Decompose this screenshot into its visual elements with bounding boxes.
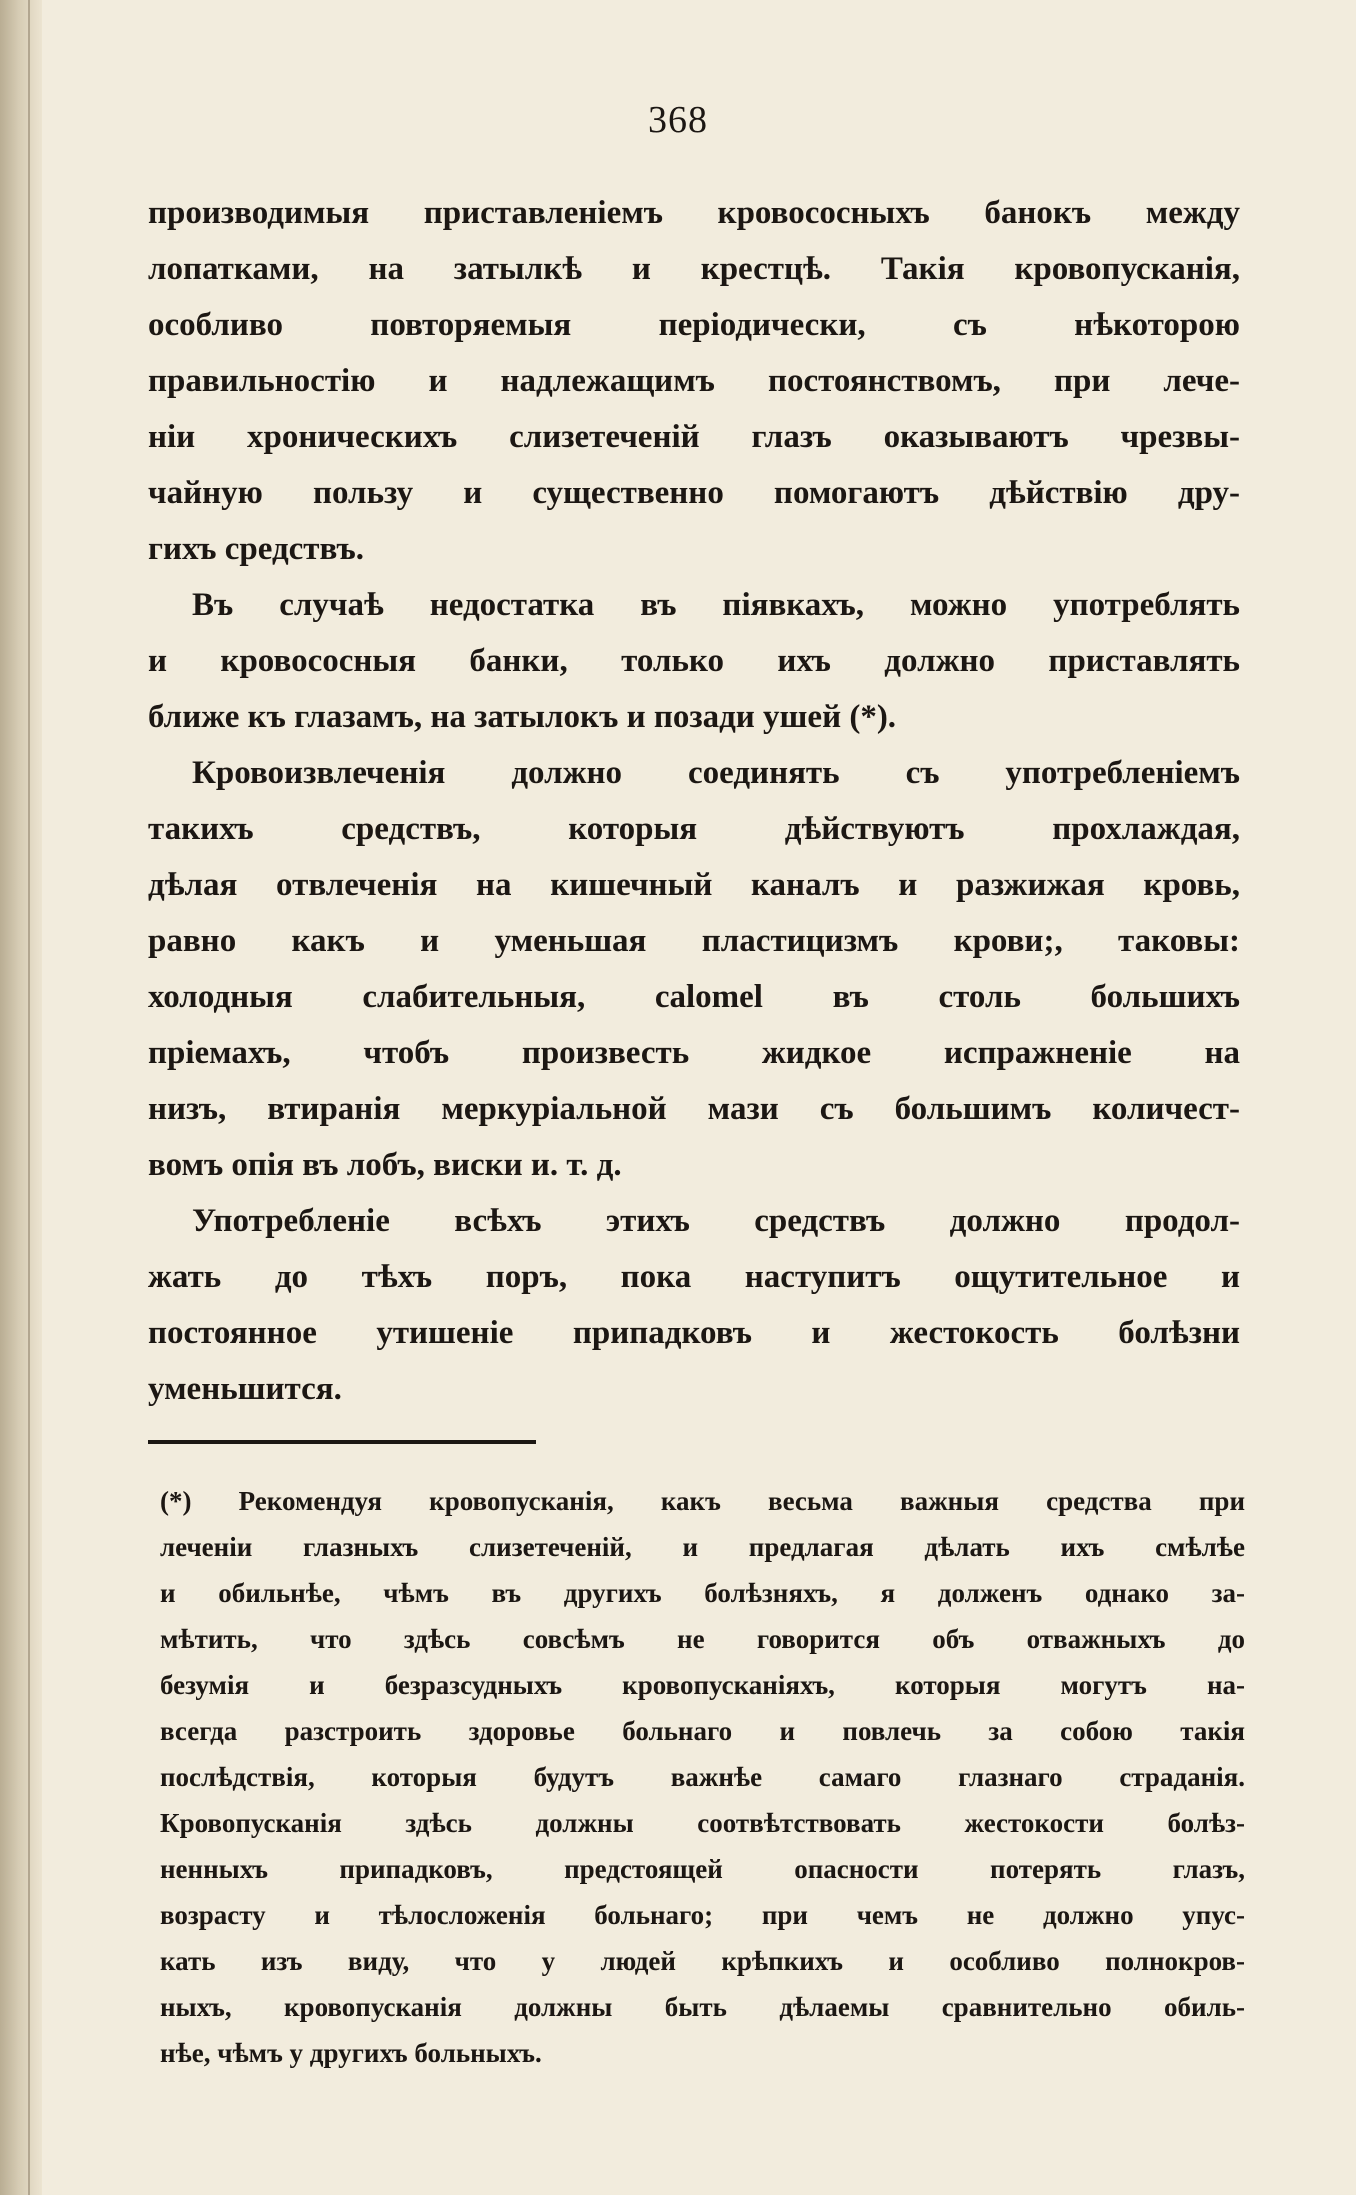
footnote-line: нѣе, чѣмъ у другихъ больныхъ. [160,2038,542,2068]
page-binding-edge [0,0,42,2195]
page-binding-line [28,0,30,2195]
footnote-line: леченіи глазныхъ слизетеченій, и предлагая дѣлать ихъ смѣлѣе [160,1532,1245,1562]
footnote-separator-rule [148,1440,536,1444]
text-line: жать до тѣхъ поръ, пока наступитъ ощутительное и [148,1259,1240,1295]
text-line: производимыя приставленіемъ кровососныхъ банокъ между [148,195,1240,231]
footnote-line: и обильнѣе, чѣмъ въ другихъ болѣзняхъ, я долженъ однако за- [160,1578,1245,1608]
text-line: гихъ средствъ. [148,531,364,567]
text-line: лопатками, на затылкѣ и крестцѣ. Такія кровопусканія, [148,251,1240,287]
text-line: особливо повторяемыя періодически, съ нѣкоторою [148,307,1240,343]
footnote-line: мѣтить, что здѣсь совсѣмъ не говорится объ отважныхъ до [160,1624,1245,1654]
footnote-line: Кровопусканія здѣсь должны соотвѣтствовать жестокости болѣз- [160,1808,1245,1838]
text-line: и кровососныя банки, только ихъ должно приставлять [148,643,1240,679]
footnote-line: кать изъ виду, что у людей крѣпкихъ и особливо полнокров- [160,1946,1245,1976]
text-line: ніи хроническихъ слизетеченій глазъ оказываютъ чрезвы- [148,419,1240,455]
page-number: 368 [648,99,708,141]
text-line: пріемахъ, чтобъ произвесть жидкое испражненіе на [148,1035,1240,1071]
footnote-line: (*) Рекомендуя кровопусканія, какъ весьма важныя средства при [160,1486,1245,1516]
footnote-line: возрасту и тѣлосложенія больнаго; при чемъ не должно упус- [160,1900,1245,1930]
text-line: Въ случаѣ недостатка въ піявкахъ, можно употреблять [192,587,1240,623]
text-line: уменьшится. [148,1371,342,1407]
text-line: Употребленіе всѣхъ этихъ средствъ должно продол- [192,1203,1240,1239]
text-line: низъ, втиранія меркуріальной мази съ большимъ количест- [148,1091,1240,1127]
footnote-line: ненныхъ припадковъ, предстоящей опасности потерять глазъ, [160,1854,1245,1884]
footnote-line: всегда разстроить здоровье больнаго и повлечь за собою такія [160,1716,1245,1746]
text-line: холодныя слабительныя, calomel въ столь большихъ [148,979,1240,1015]
text-line: дѣлая отвлеченія на кишечный каналъ и разжижая кровь, [148,867,1240,903]
footnote-line: послѣдствія, которыя будутъ важнѣе самаго глазнаго страданія. [160,1762,1245,1792]
text-line: правильностію и надлежащимъ постоянствомъ, при лече- [148,363,1240,399]
text-line: Кровоизвлеченія должно соединять съ употребленіемъ [192,755,1240,791]
text-line: вомъ опія въ лобъ, виски и. т. д. [148,1147,622,1183]
text-line: постоянное утишеніе припадковъ и жестокость болѣзни [148,1315,1240,1351]
footnote-line: ныхъ, кровопусканія должны быть дѣлаемы сравнительно обиль- [160,1992,1245,2022]
text-line: такихъ средствъ, которыя дѣйствуютъ прохлаждая, [148,811,1240,847]
main-text [148,185,1240,1417]
footnote-line: безумія и безразсудныхъ кровопусканіяхъ, которыя могутъ на- [160,1670,1245,1700]
text-line: равно какъ и уменьшая пластицизмъ крови;, таковы: [148,923,1240,959]
footnote [160,1478,1245,2076]
text-line: чайную пользу и существенно помогаютъ дѣйствію дру- [148,475,1240,511]
text-line: ближе къ глазамъ, на затылокъ и позади ушей (*). [148,699,897,735]
